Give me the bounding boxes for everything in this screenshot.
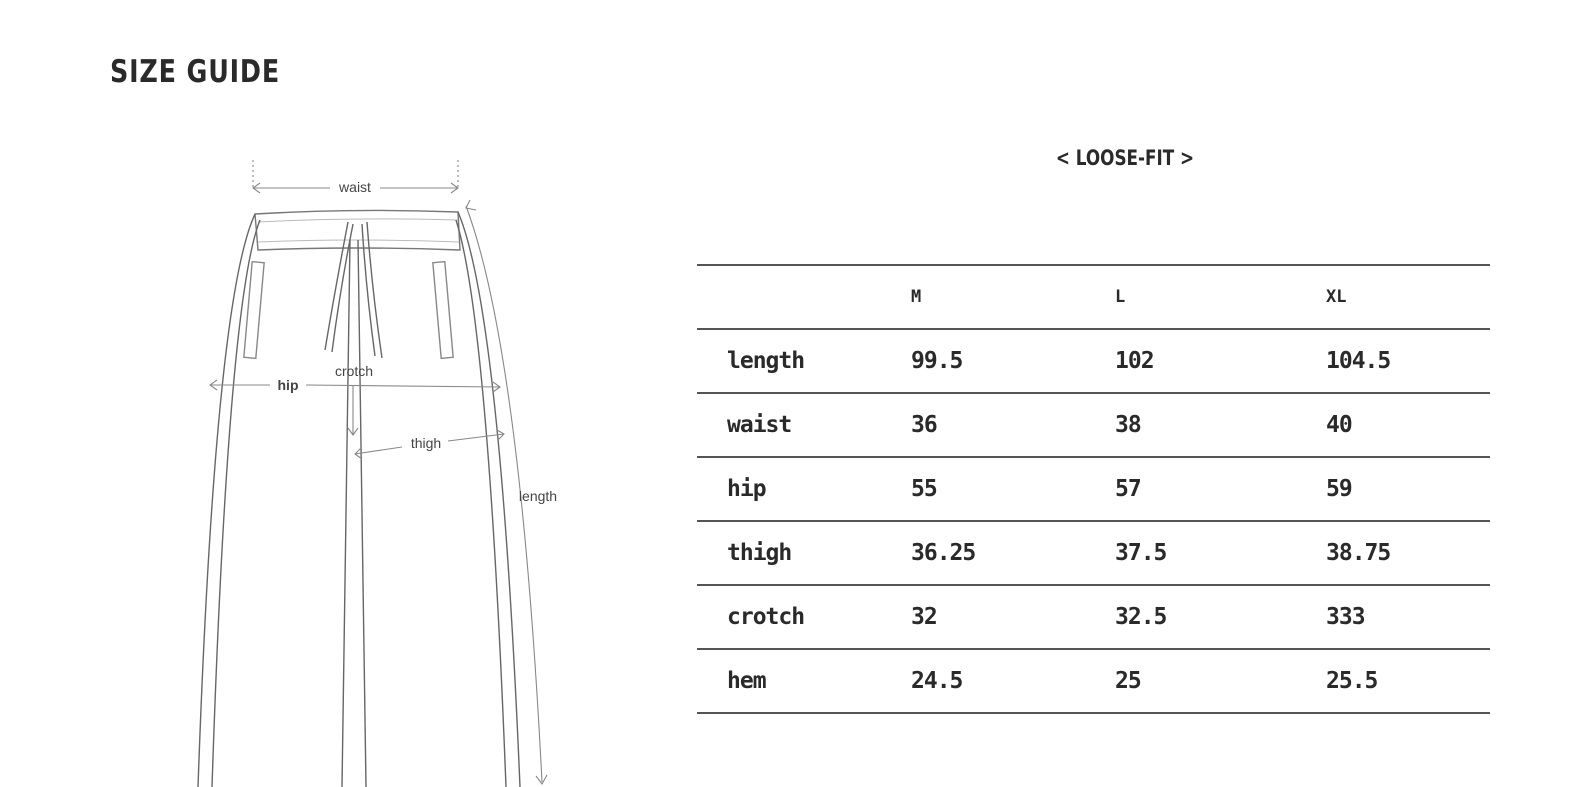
hip-diagram-label: hip [277, 377, 299, 393]
table-header-m: M [881, 265, 1085, 329]
row-label: thigh [697, 521, 881, 585]
waist-diagram-label: waist [339, 179, 371, 195]
row-label: length [697, 329, 881, 393]
cell-xl: 40 [1296, 393, 1490, 457]
crotch-diagram-label: crotch [334, 363, 374, 379]
cell-m: 99.5 [881, 329, 1085, 393]
fit-type-label: < LOOSE-FIT > [1055, 146, 1195, 170]
cell-xl: 59 [1296, 457, 1490, 521]
cell-m: 36 [881, 393, 1085, 457]
table-row-crotch [697, 585, 1490, 649]
row-label: hip [697, 457, 881, 521]
cell-xl: 38.75 [1296, 521, 1490, 585]
table-row-thigh [697, 521, 1490, 585]
cell-l: 25 [1085, 649, 1296, 713]
table-row-waist [697, 393, 1490, 457]
page-title: SIZE GUIDE [110, 54, 281, 90]
cell-l: 32.5 [1085, 585, 1296, 649]
table-header-empty [697, 265, 881, 329]
row-label: crotch [697, 585, 881, 649]
row-label: waist [697, 393, 881, 457]
cell-m: 32 [881, 585, 1085, 649]
cell-m: 55 [881, 457, 1085, 521]
cell-xl: 104.5 [1296, 329, 1490, 393]
table-row-hip [697, 457, 1490, 521]
table-row-length [697, 329, 1490, 393]
cell-l: 37.5 [1085, 521, 1296, 585]
cell-l: 38 [1085, 393, 1296, 457]
thigh-diagram-label: thigh [410, 435, 442, 451]
size-table [697, 264, 1490, 714]
cell-l: 57 [1085, 457, 1296, 521]
cell-m: 36.25 [881, 521, 1085, 585]
length-diagram-label: length [518, 488, 558, 504]
cell-xl: 25.5 [1296, 649, 1490, 713]
pants-diagram [170, 150, 590, 787]
pants-illustration [170, 150, 590, 787]
row-label: hem [697, 649, 881, 713]
cell-l: 102 [1085, 329, 1296, 393]
table-row-hem [697, 649, 1490, 713]
cell-m: 24.5 [881, 649, 1085, 713]
size-header-row [697, 265, 1490, 329]
table-header-xl: XL [1296, 265, 1490, 329]
cell-xl: 333 [1296, 585, 1490, 649]
table-header-l: L [1085, 265, 1296, 329]
